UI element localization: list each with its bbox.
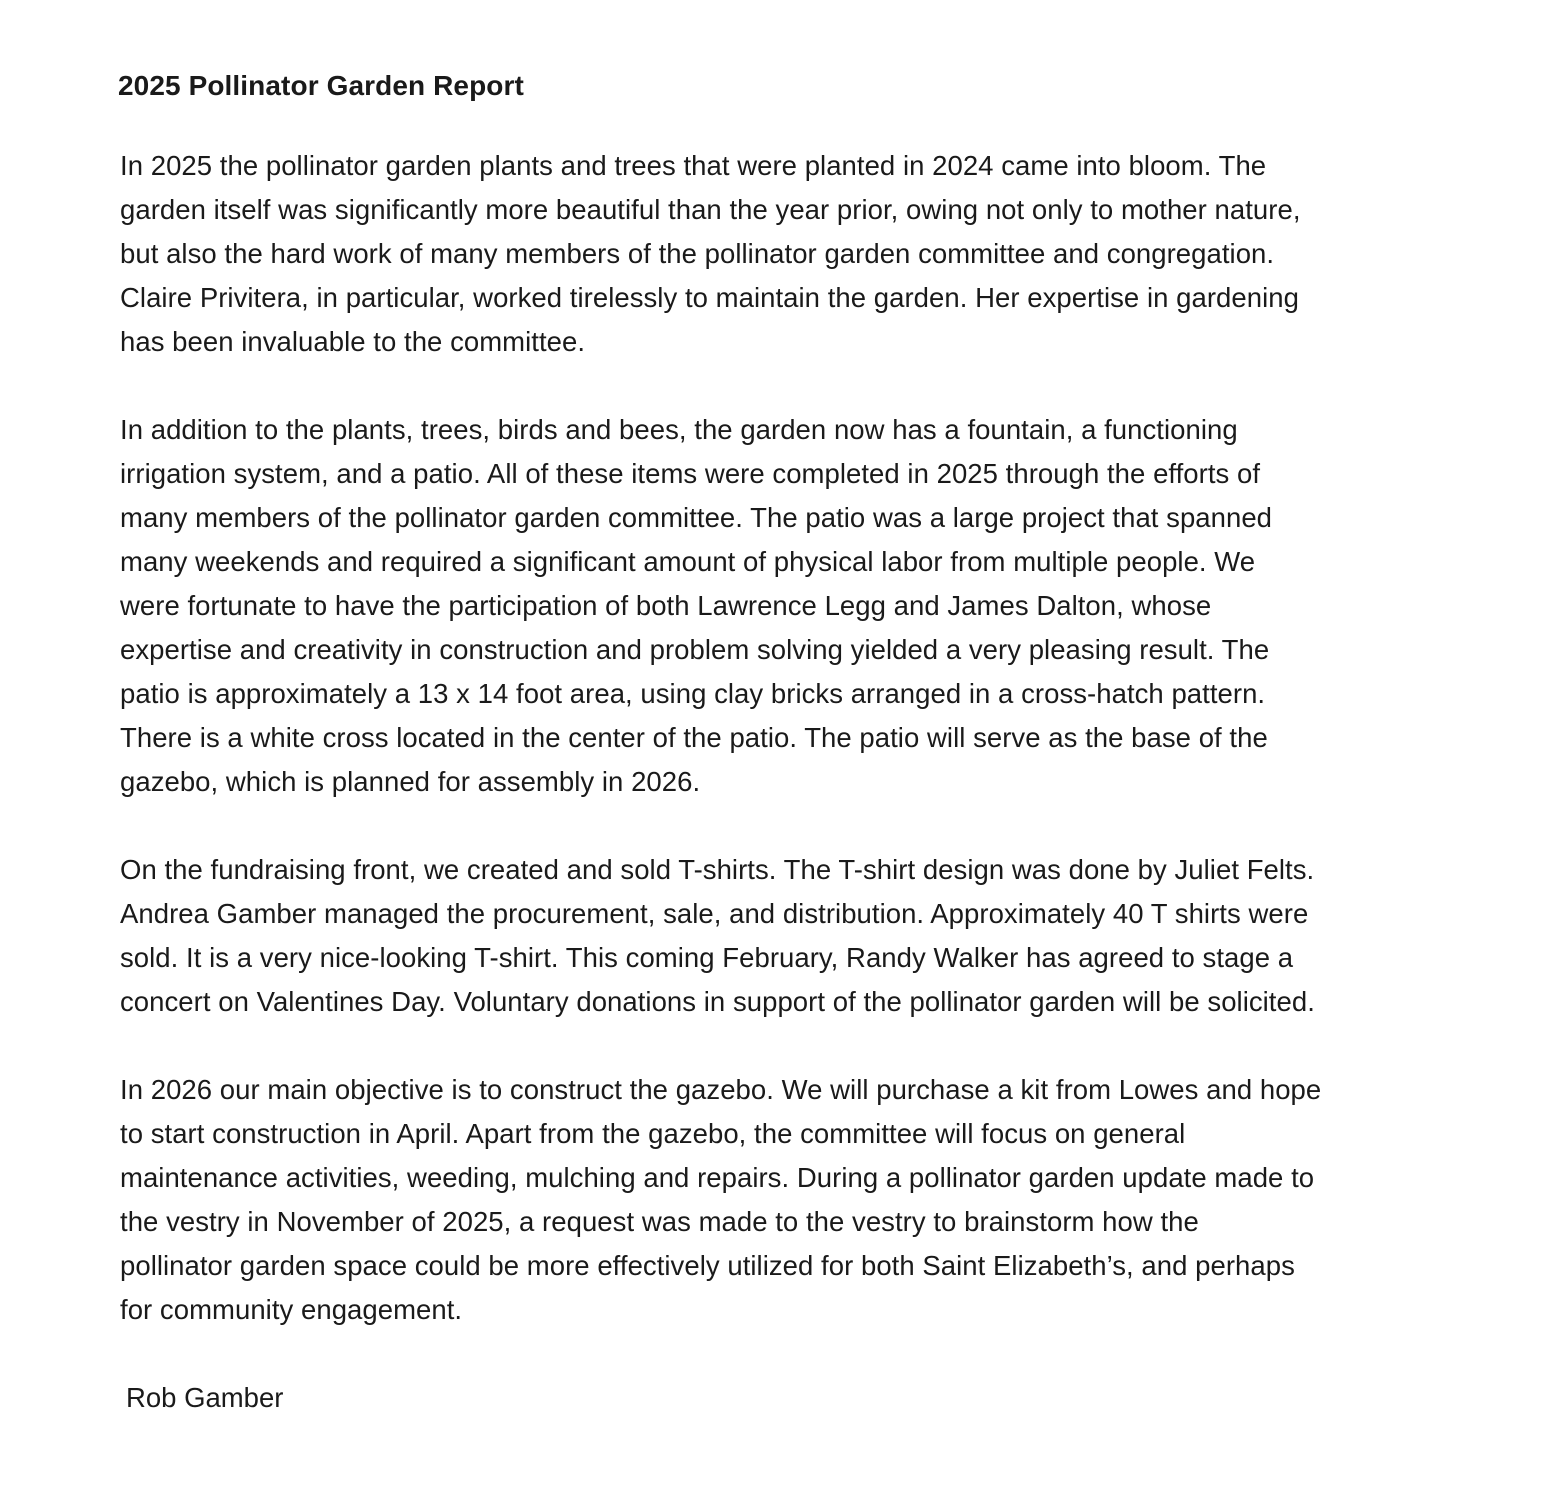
text-line: expertise and creativity in construction and problem solving yielded a very pleasing result. The xyxy=(120,634,1270,665)
text-line: maintenance activities, weeding, mulching and repairs. During a pollinator garden update made to xyxy=(120,1162,1315,1193)
text-line: many weekends and required a significant amount of physical labor from multiple people. We xyxy=(120,546,1256,577)
text-line: pollinator garden space could be more effectively utilized for both Saint Elizabeth’s, and perhaps xyxy=(120,1250,1295,1281)
text-line: gazebo, which is planned for assembly in 2026. xyxy=(120,766,701,797)
paragraph-objectives-2026 xyxy=(120,1068,1465,1332)
text-line: In addition to the plants, trees, birds and bees, the garden now has a fountain, a functioning xyxy=(120,414,1238,445)
text-line: Andrea Gamber managed the procurement, sale, and distribution. Approximately 40 T shirts were xyxy=(120,898,1309,929)
text-line: to start construction in April. Apart from the gazebo, the committee will focus on general xyxy=(120,1118,1186,1149)
text-line: irrigation system, and a patio. All of these items were completed in 2025 through the efforts of xyxy=(120,458,1261,489)
text-line: In 2025 the pollinator garden plants and trees that were planted in 2024 came into bloom. The xyxy=(120,150,1267,181)
text-line: the vestry in November of 2025, a request was made to the vestry to brainstorm how the xyxy=(120,1206,1199,1237)
text-line: patio is approximately a 13 x 14 foot area, using clay bricks arranged in a cross-hatch pattern. xyxy=(120,678,1266,709)
paragraph-patio xyxy=(120,408,1465,804)
signature: Rob Gamber xyxy=(126,1382,284,1413)
paragraph-fundraising xyxy=(120,848,1465,1024)
text-line: many members of the pollinator garden committee. The patio was a large project that spanned xyxy=(120,502,1273,533)
text-line: On the fundraising front, we created and sold T-shirts. The T-shirt design was done by Juliet Felts. xyxy=(120,854,1315,885)
text-line: concert on Valentines Day. Voluntary donations in support of the pollinator garden will be solicited. xyxy=(120,986,1315,1017)
text-line: In 2026 our main objective is to construct the gazebo. We will purchase a kit from Lowes and hope xyxy=(120,1074,1322,1105)
text-line: were fortunate to have the participation of both Lawrence Legg and James Dalton, whose xyxy=(120,590,1212,621)
paragraph-bloom xyxy=(120,144,1465,364)
text-line: garden itself was significantly more beautiful than the year prior, owing not only to mother nature, xyxy=(120,194,1301,225)
text-line: There is a white cross located in the center of the patio. The patio will serve as the base of the xyxy=(120,722,1268,753)
text-line: has been invaluable to the committee. xyxy=(120,326,586,357)
text-line: Claire Privitera, in particular, worked tirelessly to maintain the garden. Her expertise in gardening xyxy=(120,282,1299,313)
text-line: but also the hard work of many members of the pollinator garden committee and congregation. xyxy=(120,238,1275,269)
report-title: 2025 Pollinator Garden Report xyxy=(118,70,524,101)
text-line: sold. It is a very nice-looking T-shirt. This coming February, Randy Walker has agreed to stage a xyxy=(120,942,1294,973)
text-line: for community engagement. xyxy=(120,1294,463,1325)
